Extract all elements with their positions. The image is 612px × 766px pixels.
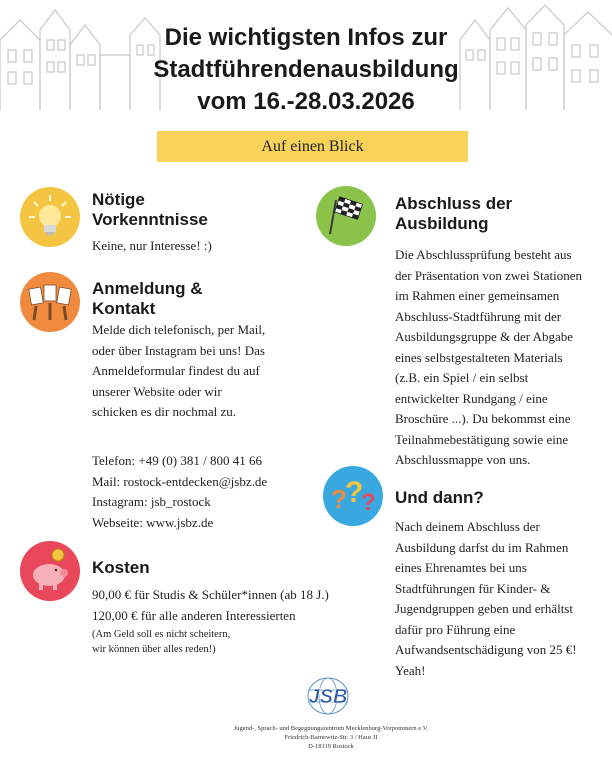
text-anmeldung (92, 320, 265, 423)
page-title (100, 22, 512, 118)
text-line: eines selbstgestalteten Materials (395, 349, 563, 365)
text-line: Ausbildungsgruppe & der Abgabe (395, 329, 574, 344)
question-marks-icon (323, 466, 383, 526)
text-line: der Präsentation von zwei Stationen (395, 267, 583, 283)
svg-text:?: ? (361, 489, 376, 516)
price-line: 90,00 € für Studis & Schüler*innen (ab 18 J.) (92, 587, 329, 602)
heading-line: Vorkenntnisse (92, 210, 208, 229)
footer-line: Jugend-, Sprach- und Begegnungszentrum Mecklenburg-Vorpommern e.V. (233, 725, 429, 732)
text-line: Ausbildung darfst du im Rahmen (395, 539, 569, 555)
footer-line: Friedrich-Barnewitz-Str. 3 / Haus II (284, 734, 378, 741)
text-line: (z.B. ein Spiel / ein selbst (395, 370, 529, 385)
heading-abschluss (395, 194, 512, 234)
text-line: Yeah! (395, 662, 426, 678)
contact-phone: Telefon: +49 (0) 381 / 800 41 66 (92, 453, 262, 468)
heading-line: Kontakt (92, 299, 156, 318)
heading-vorkenntnisse (92, 190, 208, 230)
note-line: wir können über alles reden!) (92, 644, 216, 655)
registration-forms-icon (20, 272, 80, 332)
text-line: Die Abschlussprüfung besteht aus (395, 247, 572, 262)
svg-text:?: ? (331, 484, 347, 514)
title-line-1: Die wichtigsten Infos zur (164, 24, 448, 51)
text-line: unserer Website oder wir (92, 383, 222, 399)
text-line: eines Ehrenamtes bei uns (395, 560, 527, 575)
heading-kosten: Kosten (92, 558, 150, 577)
text-vorkenntnisse: Keine, nur Interesse! :) (92, 238, 212, 253)
text-line: Melde dich telefonisch, per Mail, (92, 322, 266, 337)
contact-mail[interactable]: Mail: rostock-entdecken@jsbz.de (92, 473, 268, 489)
finish-flag-icon (316, 186, 376, 246)
text-line: im Rahmen einer gemeinsamen (395, 288, 560, 303)
heading-line: Abschluss der (395, 194, 513, 213)
lightbulb-icon (20, 187, 80, 247)
logo-text: JSB (308, 686, 348, 708)
note-line: (Am Geld soll es nicht scheitern, (92, 629, 231, 640)
text-line: Aufwandsentschädigung von 25 €! (395, 642, 577, 657)
footer-line: D-18119 Rostock (308, 743, 354, 750)
footer-address (206, 724, 456, 751)
title-line-3: vom 16.-28.03.2026 (197, 88, 415, 115)
title-line-2: Stadtführendenausbildung (153, 56, 459, 83)
heading-line: Nötige (92, 190, 145, 209)
text-line: Abschlussmappe von uns. (395, 452, 531, 467)
text-line: Nach deinem Abschluss der (395, 519, 540, 534)
text-abschluss (395, 245, 582, 471)
text-line: schicken es dir nochmal zu. (92, 404, 237, 419)
heading-und-dann: Und dann? (395, 488, 484, 507)
text-und-dann (395, 517, 577, 681)
text-line: Anmeldeformular findest du auf (92, 363, 260, 378)
price-line: 120,00 € für alle anderen Interessierten (92, 607, 296, 623)
contact-website[interactable]: Webseite: www.jsbz.de (92, 514, 214, 530)
text-line: Abschluss-Stadtführung mit der (395, 308, 562, 324)
heading-line: Anmeldung & (92, 279, 203, 298)
contact-details (92, 451, 267, 533)
text-kosten (92, 585, 329, 626)
text-line: Stadtführungen für Kinder- & (395, 580, 551, 596)
text-line: dafür pro Führung eine (395, 621, 516, 637)
contact-instagram[interactable]: Instagram: jsb_rostock (92, 494, 211, 509)
heading-anmeldung (92, 279, 203, 319)
svg-text:?: ? (345, 476, 364, 509)
text-line: Jugendgruppen geben und erhältst (395, 601, 573, 616)
text-line: entwickelter Rundgang / eine (395, 390, 548, 406)
jsb-logo (296, 676, 360, 716)
overview-banner: Auf einen Blick (157, 131, 468, 162)
piggy-bank-icon (20, 541, 80, 601)
text-line: Teilnahmebestätigung sowie eine (395, 431, 569, 447)
heading-line: Ausbildung (395, 214, 489, 233)
text-line: Broschüre ...). Du bekommst eine (395, 411, 571, 426)
text-line: oder über Instagram bei uns! Das (92, 342, 265, 358)
note-kosten (92, 627, 230, 657)
